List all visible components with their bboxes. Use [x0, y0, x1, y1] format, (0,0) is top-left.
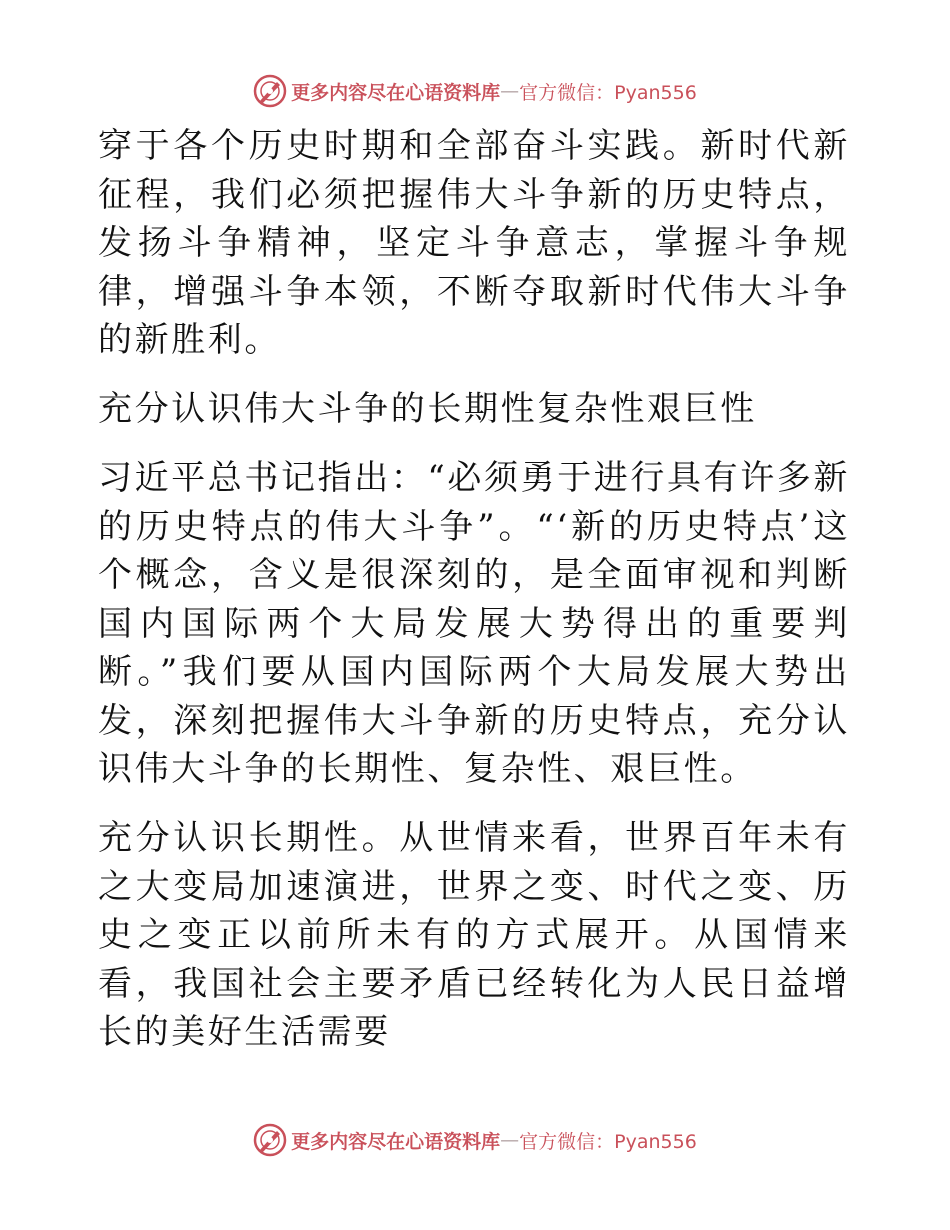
- section-heading: 充分认识伟大斗争的长期性复杂性艰巨性: [98, 389, 757, 429]
- paragraph-quote: 习近平总书记指出：“必须勇于进行具有许多新的历史特点的伟大斗争”。“‘新的历史特点’这个概念，含义是很深刻的，是全面审视和判断国内国际两个大局发展大势得出的重要判断。”我们要从国内国际两个大局发展大势出发，深刻把握伟大斗争新的历史特点，充分认识伟大斗争的长期性、复杂性、艰巨性。: [98, 458, 850, 789]
- watermark-separator: —: [500, 1129, 520, 1151]
- watermark-separator: —: [500, 80, 520, 102]
- watermark-header: [0, 71, 950, 111]
- brand-logo-icon: [253, 1123, 287, 1157]
- watermark-account: 官方微信：Pyan556: [519, 1130, 697, 1153]
- watermark-account: 官方微信：Pyan556: [519, 81, 697, 104]
- brand-logo-icon: [253, 74, 287, 108]
- watermark-text: 更多内容尽在心语资料库: [291, 1130, 501, 1153]
- paragraph-continuation: 穿于各个历史时期和全部奋斗实践。新时代新征程，我们必须把握伟大斗争新的历史特点，发扬斗争精神，坚定斗争意志，掌握斗争规律，增强斗争本领，不断夺取新时代伟大斗争的新胜利。: [98, 126, 850, 360]
- watermark-text: 更多内容尽在心语资料库: [291, 81, 501, 104]
- document-body: [98, 122, 850, 1077]
- paragraph-long-term: 充分认识长期性。从世情来看，世界百年未有之大变局加速演进，世界之变、时代之变、历史之变正以前所未有的方式展开。从国情来看，我国社会主要矛盾已经转化为人民日益增长的美好生活需要: [98, 818, 850, 1052]
- watermark-footer: [0, 1120, 950, 1160]
